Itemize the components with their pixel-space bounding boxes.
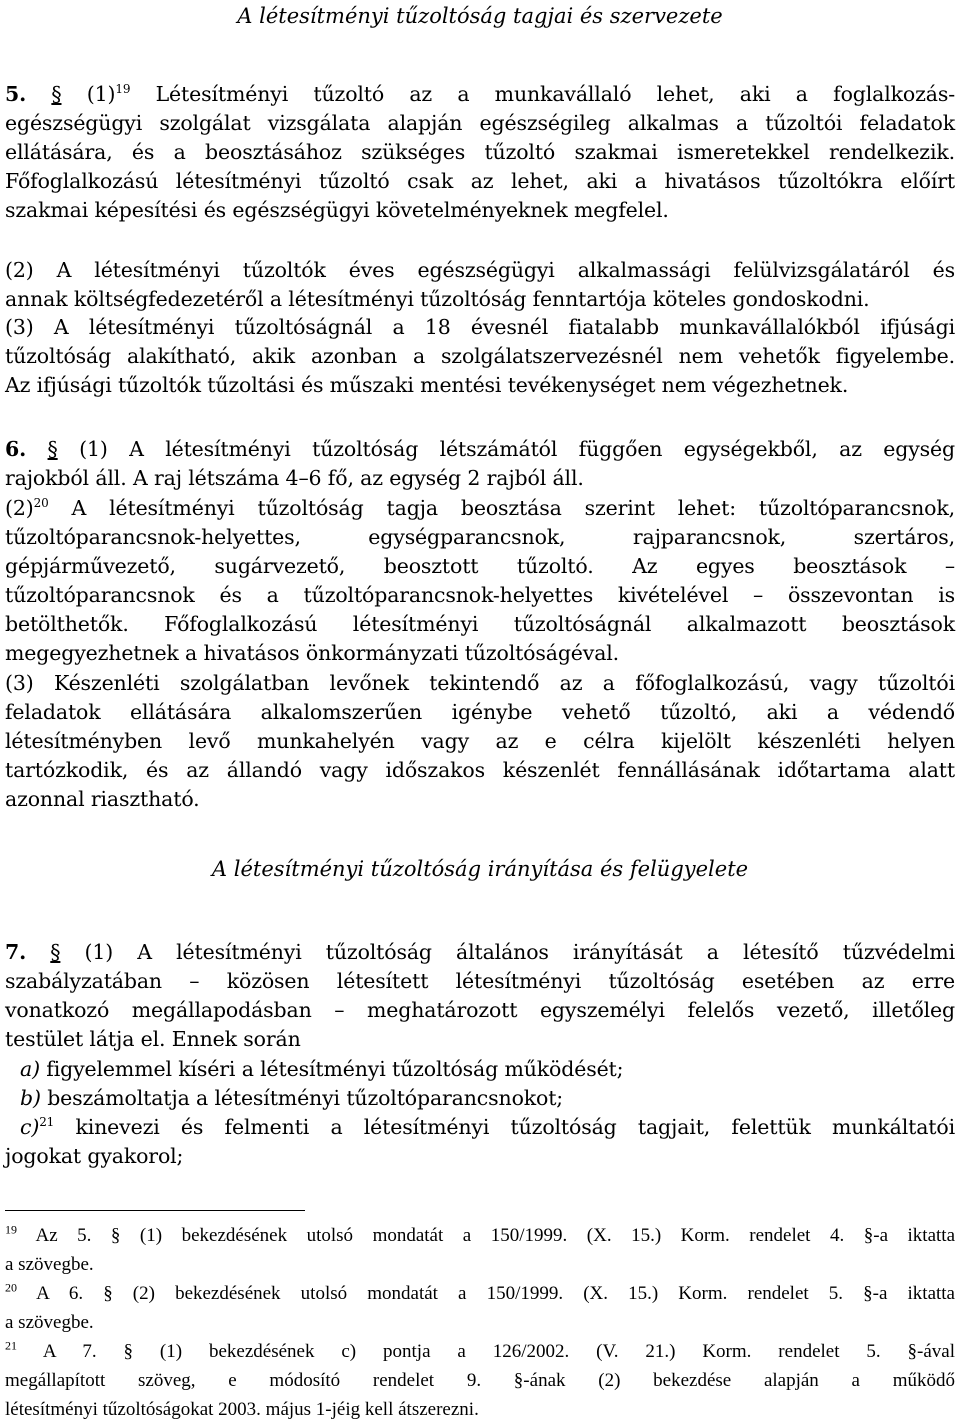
footnote-separator [5,1210,305,1211]
text-line: feladatok ellátására alkalomszerűen igénybe vehető tűzoltó, aki a védendő [5,700,955,724]
paragraph-5-2 [5,256,955,314]
text-line: jogokat gyakorol; [5,1144,184,1168]
paragraph-6-2 [5,494,955,668]
text-line: 7. § (1) A létesítményi tűzoltóság általános irányítását a létesítő tűzvédelmi [5,940,955,964]
paragraph-5-1 [5,80,955,225]
text-line: tűzoltóparancsnok-helyettes, egységparancsnok, rajparancsnok, szertáros, [5,525,955,549]
text-line: a szövegbe. [5,1254,94,1275]
text-line: tűzoltóparancsnok és a tűzoltóparancsnok-helyettes kivételével – összevontan is [5,583,955,607]
text-line: tűzoltóság alakítható, akik azonban a szolgálatszervezésnél nem vehetők figyelembe. [5,344,955,368]
text-line: (2) A létesítményi tűzoltók éves egészségügyi alkalmassági felülvizsgálatáról és [5,258,955,282]
footnote-20: $^{20}$ A 6. § (2) bekezdésének utolsó mondatát a 150/1999. (X. 15.) Korm. rendelet 5. §-a iktatta [5,1280,955,1304]
text-line: azonnal riasztható. [5,787,200,811]
text-line: annak költségfedezetéről a létesítményi tűzoltóság fenntartója köteles gondoskodni. [5,287,870,311]
text-line: Főfoglalkozású létesítményi tűzoltó csak az lehet, aki a hivatásos tűzoltókra előírt [5,169,955,193]
text-line: 6. § (1) A létesítményi tűzoltóság létszámától függően egységekből, az egység [5,437,955,461]
text-line: szabályzatában – közösen létesített létesítményi tűzoltóság esetében az erre [5,969,955,993]
section-heading: A létesítményi tűzoltóság irányítása és felügyelete [211,857,749,881]
section-heading: A létesítményi tűzoltóság tagjai és szervezete [237,4,723,28]
paragraph-6-1 [5,435,955,493]
text-line: megállapított szöveg, e módosító rendelet 9. §-ának (2) bekezdése alapján a működő [5,1370,955,1391]
point-list [5,1055,955,1171]
text-line: a szövegbe. [5,1312,94,1333]
list-item: a) figyelemmel kíséri a létesítményi tűzoltóság működését; [20,1057,624,1081]
text-line: vonatkozó megállapodásban – meghatározott egyszemélyi felelős vezető, illetőleg [5,998,955,1022]
text-line: $(2)^{20}$ A létesítményi tűzoltóság tagja beosztása szerint lehet: tűzoltóparancsnok, [5,496,955,520]
text-line: (3) A létesítményi tűzoltóságnál a 18 évesnél fiatalabb munkavállalókból ifjúsági [5,315,955,339]
footnote-19: $^{19}$ Az 5. § (1) bekezdésének utolsó mondatát a 150/1999. (X. 15.) Korm. rendelet 4. §-a iktatta [5,1222,955,1246]
text-line: betölthetők. Főfoglalkozású létesítményi tűzoltóságnál alkalmazott beosztások [5,612,955,636]
footnote-21: $^{21}$ A 7. § (1) bekezdésének c) pontja a 126/2002. (V. 21.) Korm. rendelet 5. §-ával [5,1338,955,1362]
text-line: létesítményi tűzoltóságokat 2003. május 1-jéig kell átszerezni. [5,1399,479,1420]
text-line: Az ifjúsági tűzoltók tűzoltási és műszaki mentési tevékenységet nem végezhetnek. [5,373,849,397]
text-line: létesítményben levő munkahelyén vagy az e célra kijelölt készenléti helyen [5,729,955,753]
footnotes [5,1221,955,1424]
text-line: szakmai képesítési és egészségügyi követelményeknek megfelel. [5,198,669,222]
text-line: testület látja el. Ennek során [5,1027,301,1051]
text-line: rajokból áll. A raj létszáma 4–6 fő, az egység 2 rajból áll. [5,466,584,490]
text-line: ellátására, és a beosztásához szükséges tűzoltó szakmai ismeretekkel rendelkezik. [5,140,955,164]
paragraph-6-3 [5,669,955,814]
text-line: megegyezhetnek a hivatásos önkormányzati tűzoltóságéval. [5,641,620,665]
list-item: c)$^{21}$ kinevezi és felmenti a létesítményi tűzoltóság tagjait, felettük munkáltatói [20,1115,955,1139]
paragraph-5-3 [5,313,955,400]
text-line: gépjárművezető, sugárvezető, beosztott tűzoltó. Az egyes beosztások – [5,554,955,578]
text-line: (3) Készenléti szolgálatban levőnek tekintendő az a főfoglalkozású, vagy tűzoltói [5,671,955,695]
list-item: b) beszámoltatja a létesítményi tűzoltóparancsnokot; [20,1086,564,1110]
text-line: 5. § $(1)^{19}$ Létesítményi tűzoltó az a munkavállaló lehet, aki a foglalkozás- [5,82,955,106]
text-line: egészségügyi szolgálat vizsgálata alapján egészségileg alkalmas a tűzoltói feladatok [5,111,955,135]
paragraph-7-1 [5,938,955,1054]
text-line: tartózkodik, és az állandó vagy időszakos készenlét fennállásának időtartama alatt [5,758,955,782]
